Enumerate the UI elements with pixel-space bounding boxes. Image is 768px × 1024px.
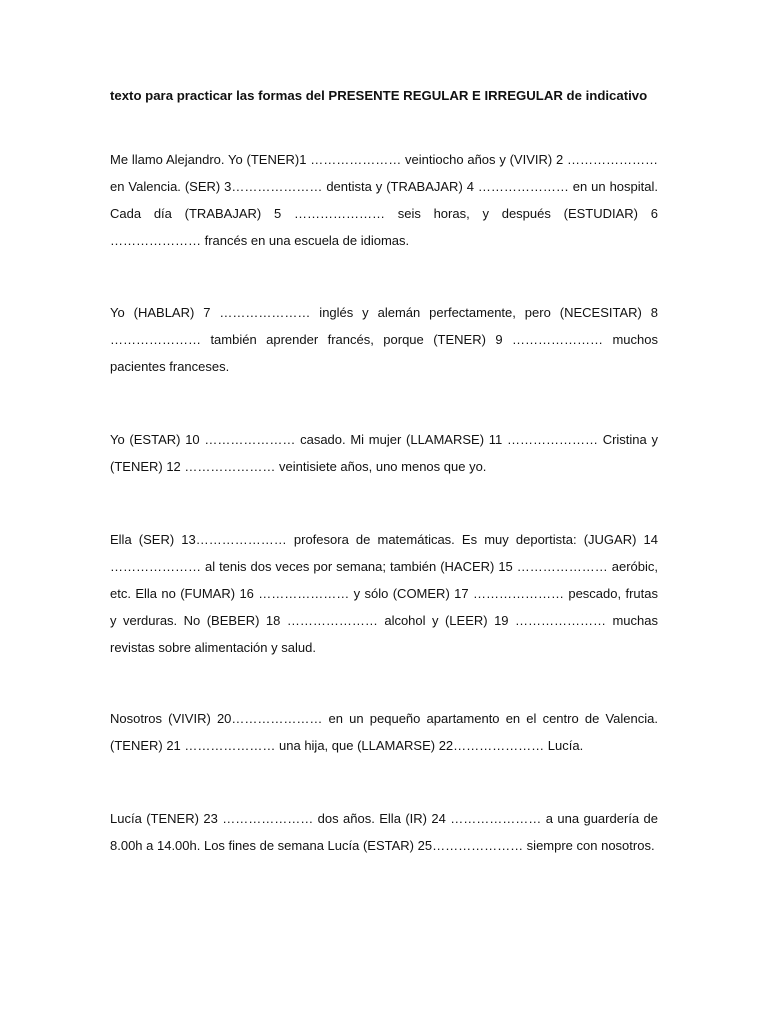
document-page — [110, 0, 658, 1024]
document-title: texto para practicar las formas del PRESENTE REGULAR E IRREGULAR de indicativo — [110, 88, 648, 103]
paragraph-1: Me llamo Alejandro. Yo (TENER)1 ………………… veintiocho años y (VIVIR) 2 ………………… en Valencia. (SER) 3………………… dentista y (TRABAJAR) 4 ………………… en un hospital. Cada día (TRABAJAR) 5 ………………… seis horas, y después (ESTUDIAR) 6 ………………… francés en una escuela de idiomas. — [110, 152, 658, 248]
paragraph-2: Yo (HABLAR) 7 ………………… inglés y alemán perfectamente, pero (NECESITAR) 8 ………………… también aprender francés, porque (TENER) 9 ………………… muchos pacientes franceses. — [110, 305, 658, 374]
paragraph-3: Yo (ESTAR) 10 ………………… casado. Mi mujer (LLAMARSE) 11 ………………… Cristina y (TENER) 12 ………………… veintisiete años, uno menos que yo. — [110, 432, 658, 474]
paragraph-5: Nosotros (VIVIR) 20………………… en un pequeño apartamento en el centro de Valencia. (TENER) 21 ………………… una hija, que (LLAMARSE) 22………………… Lucía. — [110, 711, 658, 753]
paragraph-6: Lucía (TENER) 23 ………………… dos años. Ella (IR) 24 ………………… a una guardería de 8.00h a 14.00h. Los fines de semana Lucía (ESTAR) 25………………… siempre con nosotros. — [110, 811, 658, 853]
paragraph-4: Ella (SER) 13………………… profesora de matemáticas. Es muy deportista: (JUGAR) 14 ………………… al tenis dos veces por semana; también (HACER) 15 ………………… aeróbic, etc. Ella no (FUMAR) 16 ………………… y sólo (COMER) 17 ………………… pescado, frutas y verduras. No (BEBER) 18 ………………… alcohol y (LEER) 19 ………………… muchas revistas sobre alimentación y salud. — [110, 532, 658, 655]
